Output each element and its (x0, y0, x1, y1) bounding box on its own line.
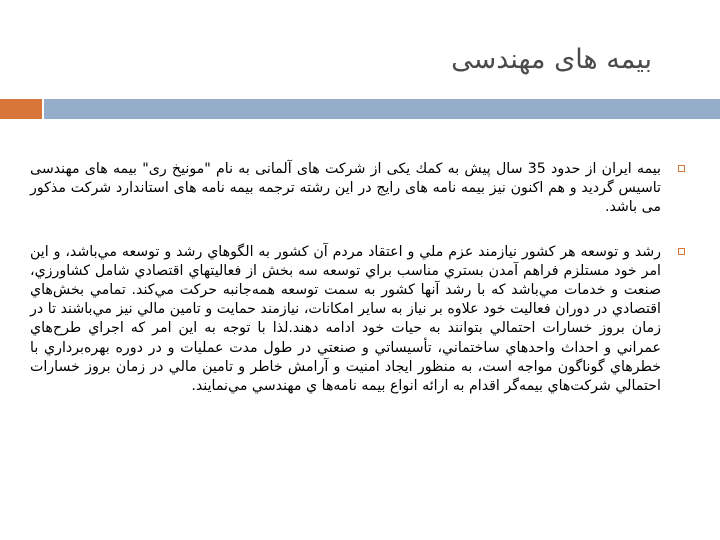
title-divider-bar (0, 99, 720, 119)
title-bar-accent (0, 99, 42, 119)
bullet-list (30, 160, 685, 396)
bullet-text: رشد و توسعه هر كشور نيازمند عزم ملي و اعتقاد مردم آن كشور به الگوهاي رشد و توسعه مي‌باشد، و اين امر خود مستلزم فراهم آمدن بستري مناسب براي توسعه سه بخش از فعاليتهاي اقتصادي شامل كشاورزي، صنعت و خدمات مي‌باشد كه با رشد آنها كشور به سمت توسعه همه‌جانبه حركت مي‌كند. تمامي بخش‌هاي اقتصادي در دوران فعاليت خود علاوه بر نياز به ساير امكانات، نيازمند حمايت و تامين مالي نيز مي‌باشند تا در زمان بروز خسارات احتمالي بتوانند به حيات خود ادامه دهند.لذا با توجه به اين امر كه اجراي طرح‌هاي عمراني و احداث واحدهاي ساختماني، تأسيساتي و صنعتي در طول مدت عمليات و در دوره بهره‌برداري با خطرهاي گوناگون مواجه است، به منظور ايجاد امنيت و آرامش خاطر و تامين مالي در زمان بروز خسارات احتمالي شركت‌هاي بيمه‌گر اقدام به ارائه انواع بيمه نامه‌ها ي مهندسي مي‌نمايند. (30, 243, 661, 395)
bullet-text: بيمه ايران از حدود 35 سال پيش به كمك يكی از شركت های آلمانی به نام "مونيخ ری" بيمه های مهندسی تاسيس گرديد و هم اكنون نيز بيمه نامه های رايج در اين رشته ترجمه بيمه نامه های استاندارد شركت مذكور می باشد. (30, 161, 661, 216)
title-bar-main (44, 99, 720, 119)
hollow-square-bullet-icon (678, 248, 685, 255)
hollow-square-bullet-icon (678, 165, 685, 172)
bullet-item (30, 243, 685, 397)
slide-title: بیمه های مهندسی (451, 44, 652, 75)
bullet-item (30, 160, 685, 218)
